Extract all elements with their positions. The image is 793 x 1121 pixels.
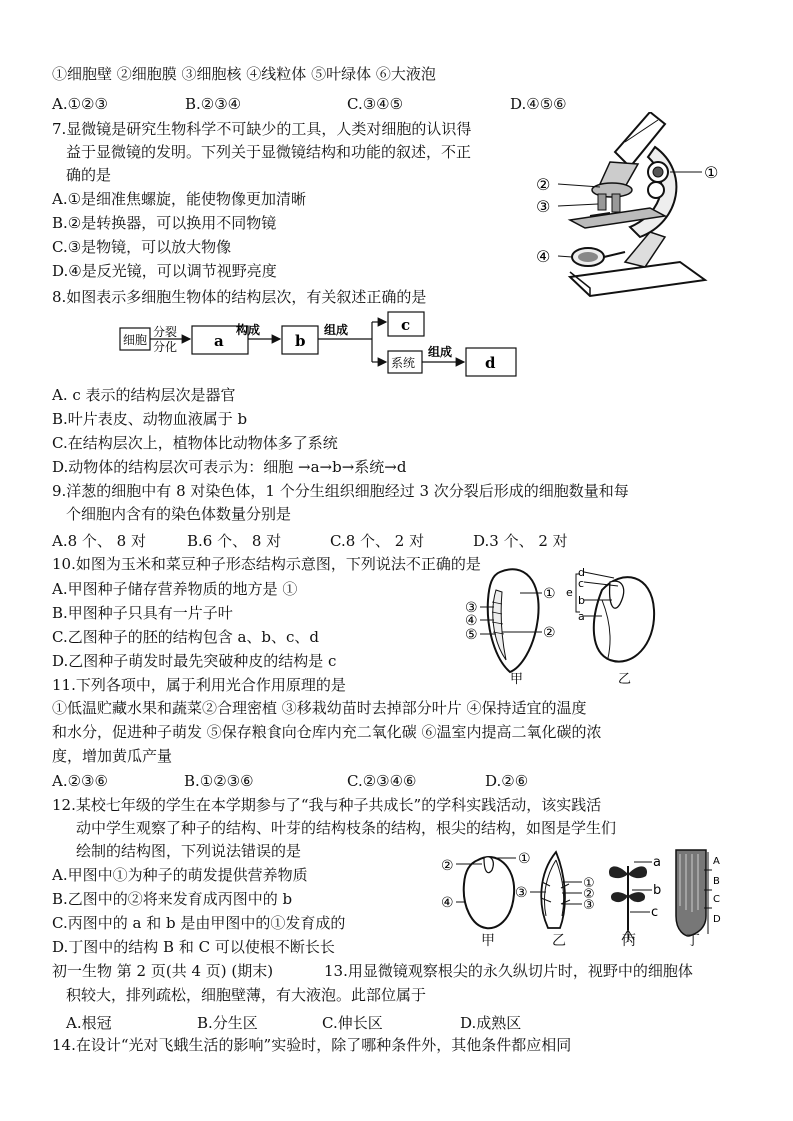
seeds-figure: [462, 560, 662, 685]
seed-caption-jia: 甲: [510, 672, 524, 685]
seed-label-5: ⑤: [465, 627, 478, 643]
fig12-jia-label-2: ②: [441, 858, 454, 874]
diagram-a: a: [214, 332, 224, 350]
seed-label-a: a: [578, 610, 585, 623]
fig12-yi-label-1: ①: [583, 876, 595, 891]
q6-items: ①细胞壁 ②细胞膜 ③细胞核 ④线粒体 ⑤叶绿体 ⑥大液泡: [52, 65, 436, 83]
diagram-zu1: 组成: [324, 323, 349, 337]
q9-stem-line1: 9.洋葱的细胞中有 8 对染色体，1 个分生组织细胞经过 3 次分裂后形成的细胞数量和每: [52, 482, 629, 500]
diagram-b: b: [295, 332, 306, 350]
q8-option-b: B.叶片表皮、动物血液属于 b: [52, 410, 248, 428]
microscope-label-2: ②: [536, 175, 551, 194]
q7-option-a: A.①是细准焦螺旋，能使物像更加清晰: [52, 190, 307, 208]
q11-body-line1: ①低温贮藏水果和蔬菜②合理密植 ③移栽幼苗时去掉部分叶片 ④保持适宜的温度: [52, 699, 587, 717]
q11-stem: 11.下列各项中，属于利用光合作用原理的是: [52, 676, 346, 694]
q8-option-a: A. c 表示的结构层次是器官: [52, 386, 236, 404]
q11-option-d: D.②⑥: [485, 772, 529, 790]
seed-caption-yi: 乙: [618, 672, 632, 685]
diagram-d: d: [485, 354, 496, 372]
q7-stem-line3: 确的是: [66, 166, 112, 184]
q6-option-a: A.①②③: [52, 95, 108, 113]
q13-option-d: D.成熟区: [460, 1014, 522, 1032]
fig12-bing-label-a: a: [653, 855, 661, 870]
q11-body-line3: 度，增加黄瓜产量: [52, 747, 173, 765]
q12-stem-line1: 12.某校七年级的学生在本学期参与了“我与种子共成长”的学科实践活动，该实践活: [52, 796, 602, 814]
q14-stem: 14.在设计“光对飞蛾生活的影响”实验时，除了哪种条件外，其他条件都应相同: [52, 1036, 572, 1054]
q12-option-c: C.丙图中的 a 和 b 是由甲图中的①发育成的: [52, 914, 346, 932]
q9-option-a: A.8 个、 8 对: [52, 532, 146, 550]
q7-option-b: B.②是转换器，可以换用不同物镜: [52, 214, 277, 232]
seed-label-4: ④: [465, 613, 478, 629]
q6-option-d: D.④⑤⑥: [510, 95, 567, 113]
fig12-yi-label-3: ③: [515, 885, 528, 901]
q9-option-b: B.6 个、 8 对: [187, 532, 282, 550]
q9-option-d: D.3 个、 2 对: [473, 532, 568, 550]
q12-option-a: A.甲图中①为种子的萌发提供营养物质: [52, 866, 308, 884]
diagram-zu2: 组成: [428, 345, 453, 359]
q12-stem-line3: 绘制的结构图，下列说法错误的是: [76, 842, 302, 860]
diagram-cell: 细胞: [123, 333, 148, 347]
q13-option-a: A.根冠: [66, 1014, 112, 1032]
q10-option-c: C.乙图种子的胚的结构包含 a、b、c、d: [52, 628, 320, 646]
microscope-label-4: ④: [536, 247, 551, 266]
fig12-jia-label-4: ④: [441, 895, 454, 911]
q6-option-c: C.③④⑤: [347, 95, 404, 113]
q7-stem-line1: 7.显微镜是研究生物科学不可缺少的工具，人类对细胞的认识得: [52, 120, 472, 138]
fig12-caption-ding: 丁: [686, 933, 700, 949]
fig12-jia-label-1: ①: [518, 851, 531, 867]
fig12-ding-label-d: D: [713, 914, 721, 925]
q10-option-d: D.乙图种子萌发时最先突破种皮的结构是 c: [52, 652, 337, 670]
q11-body-line2: 和水分，促进种子萌发 ⑤保存粮食向仓库内充二氧化碳 ⑥温室内提高二氧化碳的浓: [52, 723, 602, 741]
q10-option-a: A.甲图种子储存营养物质的地方是 ①: [52, 580, 298, 598]
fig12-caption-jia: 甲: [481, 933, 495, 949]
seed-label-c: c: [578, 577, 585, 590]
fig12-caption-bing: 丙: [622, 933, 636, 949]
seed-label-2: ②: [543, 625, 556, 641]
fig12-ding-label-b: B: [713, 876, 720, 887]
seed-label-b: b: [578, 594, 585, 607]
q13-stem-part2: 积较大，排列疏松，细胞壁薄，有大液泡。此部位属于: [66, 986, 427, 1004]
q11-option-c: C.②③④⑥: [347, 772, 417, 790]
q13-option-b: B.分生区: [197, 1014, 258, 1032]
fig12-ding-label-a: A: [713, 856, 720, 867]
q9-option-c: C.8 个、 2 对: [330, 532, 425, 550]
seed-label-d: d: [578, 566, 585, 579]
q8-option-c: C.在结构层次上，植物体比动物体多了系统: [52, 434, 338, 452]
microscope-label-3: ③: [536, 197, 551, 216]
q10-option-b: B.甲图种子只具有一片子叶: [52, 604, 233, 622]
diagram-gou: 构成: [236, 323, 261, 337]
q7-stem-line2: 益于显微镜的发明。下列关于显微镜结构和功能的叙述，不正: [66, 143, 472, 161]
page-footer: 初一生物 第 2 页(共 4 页) (期末): [52, 962, 274, 980]
microscope-figure: [530, 112, 740, 302]
seed-label-1: ①: [543, 586, 556, 602]
fig12-bing-label-c: c: [651, 905, 659, 920]
structure-level-diagram: [118, 310, 538, 380]
q6-option-b: B.②③④: [185, 95, 242, 113]
diagram-c: c: [401, 316, 411, 334]
q13-option-c: C.伸长区: [322, 1014, 383, 1032]
q9-stem-line2: 个细胞内含有的染色体数量分别是: [66, 505, 292, 523]
microscope-label-1: ①: [704, 163, 719, 182]
fig12-yi-label-3b: ③: [583, 898, 595, 913]
diagram-split2: 分化: [153, 340, 178, 354]
fig12-bing-label-b: b: [653, 883, 662, 898]
q10-stem: 10.如图为玉米和菜豆种子形态结构示意图，下列说法不正确的是: [52, 555, 481, 573]
fig12-ding-label-c: C: [713, 894, 720, 905]
q12-stem-line2: 动中学生观察了种子的结构、叶芽的结构枝条的结构，根尖的结构，如图是学生们: [76, 819, 617, 837]
fig12-yi-label-2: ②: [583, 887, 595, 902]
q7-option-d: D.④是反光镜，可以调节视野亮度: [52, 262, 277, 280]
q11-option-a: A.②③⑥: [52, 772, 108, 790]
seed-label-3: ③: [465, 600, 478, 616]
q11-option-b: B.①②③⑥: [184, 772, 254, 790]
q12-option-d: D.丁图中的结构 B 和 C 可以使根不断长长: [52, 938, 335, 956]
q12-option-b: B.乙图中的②将来发育成丙图中的 b: [52, 890, 293, 908]
fig12-caption-yi: 乙: [552, 933, 566, 949]
q8-stem: 8.如图表示多细胞生物体的结构层次，有关叙述正确的是: [52, 288, 427, 306]
q7-option-c: C.③是物镜，可以放大物像: [52, 238, 232, 256]
q13-stem-part1: 13.用显微镜观察根尖的永久纵切片时，视野中的细胞体: [324, 962, 693, 980]
diagram-split1: 分裂: [153, 325, 178, 339]
diagram-sys: 系统: [391, 356, 416, 370]
seed-label-e: e: [566, 586, 573, 599]
q8-option-d: D.动物体的结构层次可表示为：细胞 →a→b→系统→d: [52, 458, 407, 476]
